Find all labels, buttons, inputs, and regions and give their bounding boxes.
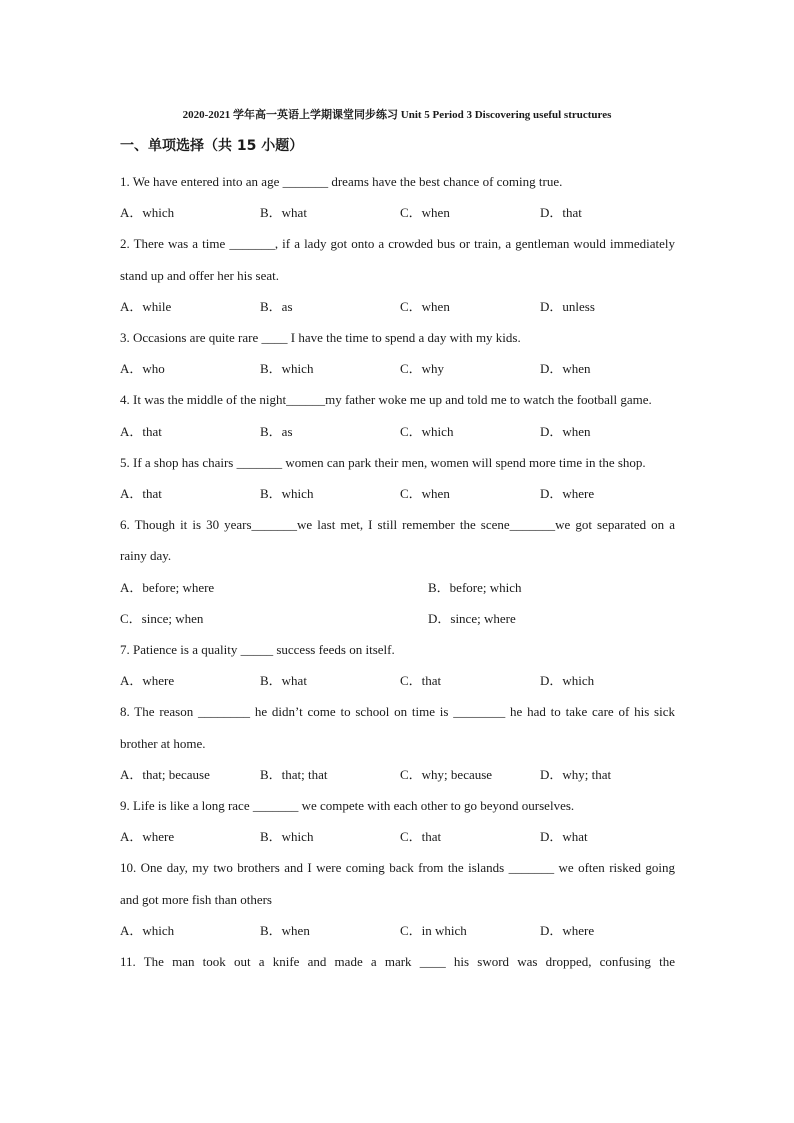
question-4-options bbox=[120, 416, 675, 447]
question-8-options bbox=[120, 759, 675, 790]
option-b: B．which bbox=[260, 361, 314, 377]
option-a: A．which bbox=[120, 205, 175, 221]
question-4-text: 4. It was the middle of the night______my father woke me up and told me to watch the football game. bbox=[120, 392, 652, 408]
option-c: C．why; because bbox=[400, 766, 493, 782]
option-c: C．when bbox=[400, 298, 450, 314]
option-c: C．that bbox=[400, 829, 442, 845]
option-d: D．unless bbox=[540, 298, 595, 314]
option-c: C．that bbox=[400, 673, 442, 689]
question-1-text: 1. We have entered into an age _______ dreams have the best chance of coming true. bbox=[120, 174, 563, 189]
question-9-options bbox=[120, 821, 675, 852]
option-d: D．that bbox=[540, 205, 582, 221]
option-d: D．where bbox=[540, 922, 595, 938]
question-3-options bbox=[120, 353, 675, 384]
option-a: A．that bbox=[120, 485, 162, 501]
question-7-text: 7. Patience is a quality _____ success feeds on itself. bbox=[120, 641, 395, 657]
option-c: C．in which bbox=[400, 922, 467, 938]
option-b: B．what bbox=[260, 673, 307, 689]
option-a: A．before; where bbox=[120, 579, 215, 595]
option-b: B．which bbox=[260, 829, 314, 845]
option-a: A．which bbox=[120, 922, 175, 938]
option-b: B．that; that bbox=[260, 766, 328, 782]
document-title: 2020-2021 学年高一英语上学期课堂同步练习 Unit 5 Period 3 Discovering useful structures bbox=[182, 109, 612, 121]
option-a: A．where bbox=[120, 829, 175, 845]
question-6-options-row-1 bbox=[120, 572, 675, 603]
option-b: B．when bbox=[260, 922, 310, 938]
option-b: B．before; which bbox=[428, 579, 522, 595]
option-d: D．what bbox=[540, 829, 588, 845]
option-d: D．since; where bbox=[428, 610, 516, 626]
question-8-text: 8. The reason ________ he didn’t come to school on time is ________ he had to take care of his sick brother at home. bbox=[120, 704, 675, 751]
option-c: C．since; when bbox=[120, 610, 204, 626]
option-a: A．where bbox=[120, 673, 175, 689]
option-d: D．why; that bbox=[540, 766, 612, 782]
section-heading: 一、单项选择（共 15 小题） bbox=[120, 138, 304, 154]
question-2-text: 2. There was a time _______, if a lady got onto a crowded bus or train, a gentleman would immediately stand up and offer her his seat. bbox=[120, 236, 675, 283]
option-a: A．while bbox=[120, 298, 172, 314]
option-b: B．which bbox=[260, 485, 314, 501]
question-1-options bbox=[120, 197, 675, 228]
question-5-options bbox=[120, 478, 675, 509]
option-c: C．which bbox=[400, 423, 454, 439]
question-6-options-row-2 bbox=[120, 603, 675, 634]
question-9-text: 9. Life is like a long race _______ we compete with each other to go beyond ourselves. bbox=[120, 797, 575, 813]
question-10-options bbox=[120, 915, 675, 946]
option-b: B．what bbox=[260, 205, 307, 221]
option-a: A．who bbox=[120, 361, 165, 377]
option-a: A．that; because bbox=[120, 766, 210, 782]
option-c: C．when bbox=[400, 485, 450, 501]
question-10-text: 10. One day, my two brothers and I were coming back from the islands _______ we often risked going and got more fish than others bbox=[120, 860, 675, 907]
question-7-options bbox=[120, 665, 675, 696]
option-c: C．why bbox=[400, 361, 445, 377]
option-d: D．which bbox=[540, 673, 595, 689]
question-6-text: 6. Though it is 30 years_______we last met, I still remember the scene_______we got separated on a rainy day. bbox=[120, 517, 675, 564]
question-3-text: 3. Occasions are quite rare ____ I have the time to spend a day with my kids. bbox=[120, 329, 521, 345]
question-5-text: 5. If a shop has chairs _______ women can park their men, women will spend more time in the shop. bbox=[120, 454, 646, 470]
option-a: A．that bbox=[120, 423, 162, 439]
question-11-text: 11. The man took out a knife and made a mark ____ his sword was dropped, confusing the bbox=[120, 953, 675, 969]
option-c: C．when bbox=[400, 205, 450, 221]
option-d: D．when bbox=[540, 361, 591, 377]
questions-list bbox=[120, 166, 675, 977]
question-2-options bbox=[120, 291, 675, 322]
option-d: D．when bbox=[540, 423, 591, 439]
option-b: B．as bbox=[260, 423, 293, 439]
option-d: D．where bbox=[540, 485, 595, 501]
option-b: B．as bbox=[260, 298, 293, 314]
